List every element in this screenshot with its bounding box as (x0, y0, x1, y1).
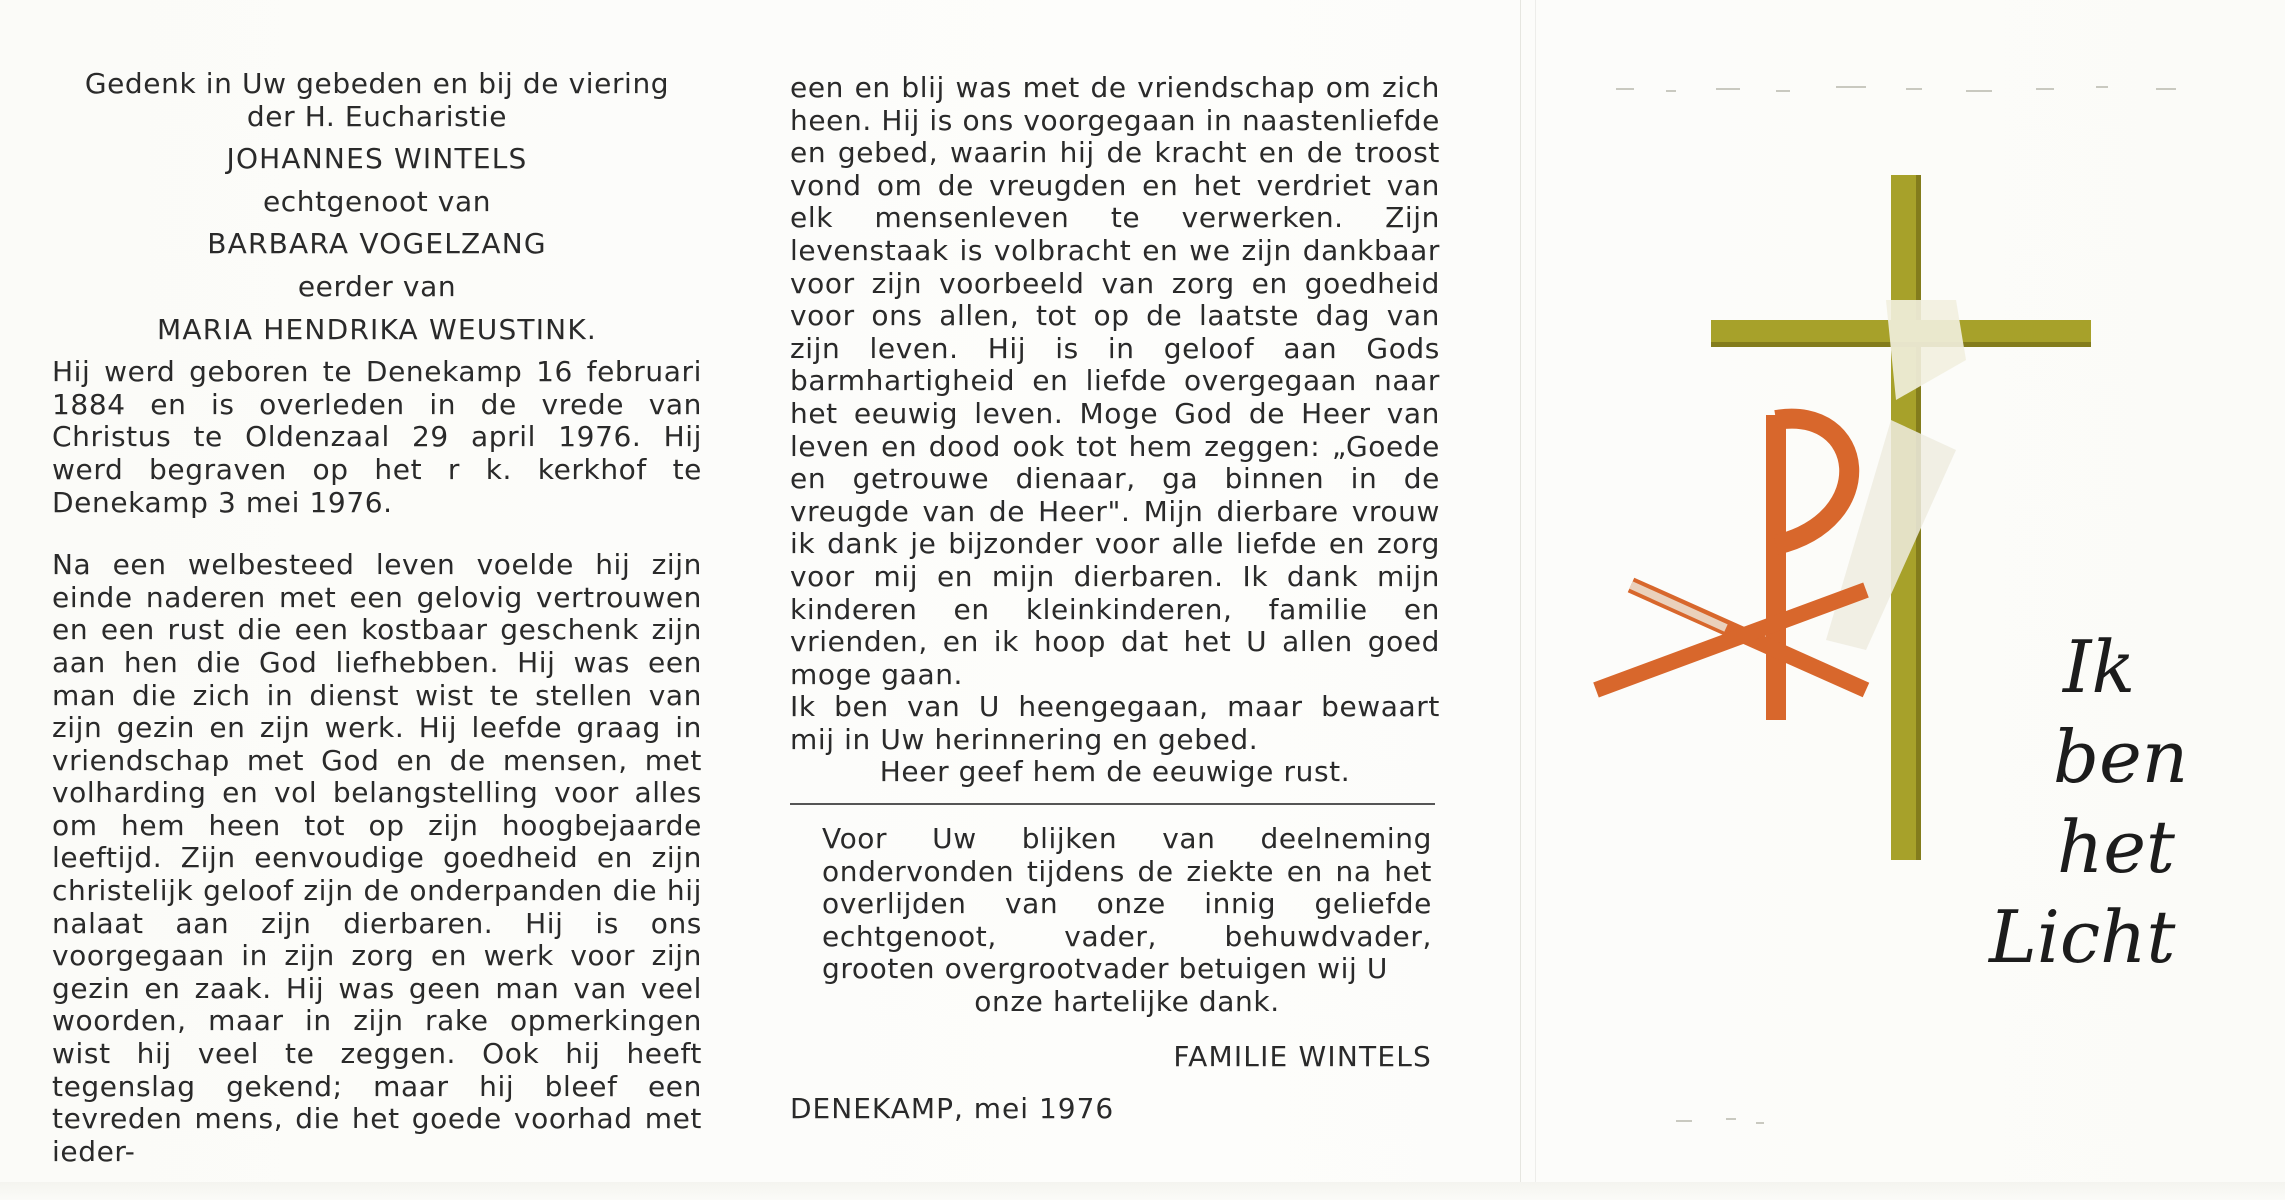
prayer-text: Heer geef hem de eeuwige rust. (879, 755, 1351, 789)
cover-panel (1536, 0, 2285, 1200)
deceased-name: JOHANNES WINTELS (226, 142, 528, 176)
motto-line: Licht (1989, 895, 2176, 979)
motto-line: Ik (2063, 625, 2136, 709)
motto-line: ben (2053, 715, 2189, 799)
farewell-text: Ik ben van U heengegaan, maar bewaart mij in Uw herinnering en gebed. (790, 690, 1440, 756)
left-panel (52, 68, 702, 1168)
intro-block (52, 68, 702, 346)
relation-label: echtgenoot van (262, 184, 492, 218)
middle-panel (790, 72, 1440, 1126)
family-signature: FAMILIE WINTELS (1173, 1039, 1432, 1073)
life-paragraph: Na een welbesteed leven voelde hij zijn einde naderen met een gelovig vertrouwen en een rust die een kostbaar geschenk zijn aan hen die God liefhebben. Hij was een man die zich in dienst wist te stellen van zijn gezin en zijn werk. Hij leefde graag in vriendschap met God en de mensen, met volharding en vol belangstelling voor alles om hem heen tot op zijn hoogbejaarde leeftijd. Zijn eenvoudige goedheid en zijn christelijk geloof zijn de onderpanden die hij nalaat aan zijn dierbaren. Hij is ons voorgegaan in zijn zorg en werk voor zijn gezin en zaak. Hij was geen man van veel woorden, maar in zijn rake opmerkingen wist hij veel te zeggen. Ook hij heeft tegenslag gekend; maar hij bleef een tevreden mens, die het goede voorhad met ieder- (52, 548, 702, 1168)
light-streak (1886, 300, 1966, 400)
spouse-name: BARBARA VOGELZANG (207, 227, 547, 261)
intro-line: der H. Eucharistie (246, 99, 508, 133)
thanks-end: onze hartelijke dank. (974, 985, 1280, 1019)
motto-line: het (2057, 805, 2175, 889)
thanks-block (790, 823, 1440, 1019)
cross-chi-rho-icon (1536, 0, 2285, 1200)
place-date: DENEKAMP, mei 1976 (790, 1092, 1115, 1126)
fold-line (1520, 0, 1521, 1200)
divider (790, 803, 1435, 805)
thanks-text: Voor Uw blijken van deelneming ondervonden tijdens de ziekte en na het overlijden van onze innig geliefde echtgenoot, vader, behuwdvader, grooten overgrootvader betuigen wij U (822, 822, 1432, 986)
motto-text (1985, 622, 2225, 982)
first-spouse-name: MARIA HENDRIKA WEUSTINK. (157, 312, 597, 346)
rho-loop (1776, 419, 1849, 545)
continuation-paragraph: een en blij was met de vriendschap om zich heen. Hij is ons voorgegaan in naastenliefde en gebed, waarin hij de kracht en de troost vond om de vreugden en het verdriet van elk mensenleven te verwerken. Zijn levenstaak is volbracht en we zijn dankbaar voor zijn voorbeeld van zorg en goedheid voor ons allen, tot op de laatste dag van zijn leven. Hij is in geloof aan Gods barmhartigheid en liefde overgegaan naar het eeuwig leven. Moge God de Heer van leven en dood ook tot hem zeggen: „Goede en getrouwe dienaar, ga binnen in de vreugde van de Heer". Mijn dierbare vrouw ik dank je bijzonder voor alle liefde en zorg voor mij en mijn dierbaren. Ik dank mijn kinderen en kleinkinderen, familie en vrienden, en ik hoop dat het U allen goed moge gaan. (790, 71, 1440, 691)
relation-label: eerder van (297, 269, 457, 303)
rho-stem (1766, 415, 1786, 720)
intro-line: Gedenk in Uw gebeden en bij de viering (84, 67, 670, 100)
birth-paragraph: Hij werd geboren te Denekamp 16 februari 1884 en is overleden in de vrede van Christus te Oldenzaal 29 april 1976. Hij werd begraven op het r k. kerkhof te Denekamp 3 mei 1976. (52, 355, 702, 519)
